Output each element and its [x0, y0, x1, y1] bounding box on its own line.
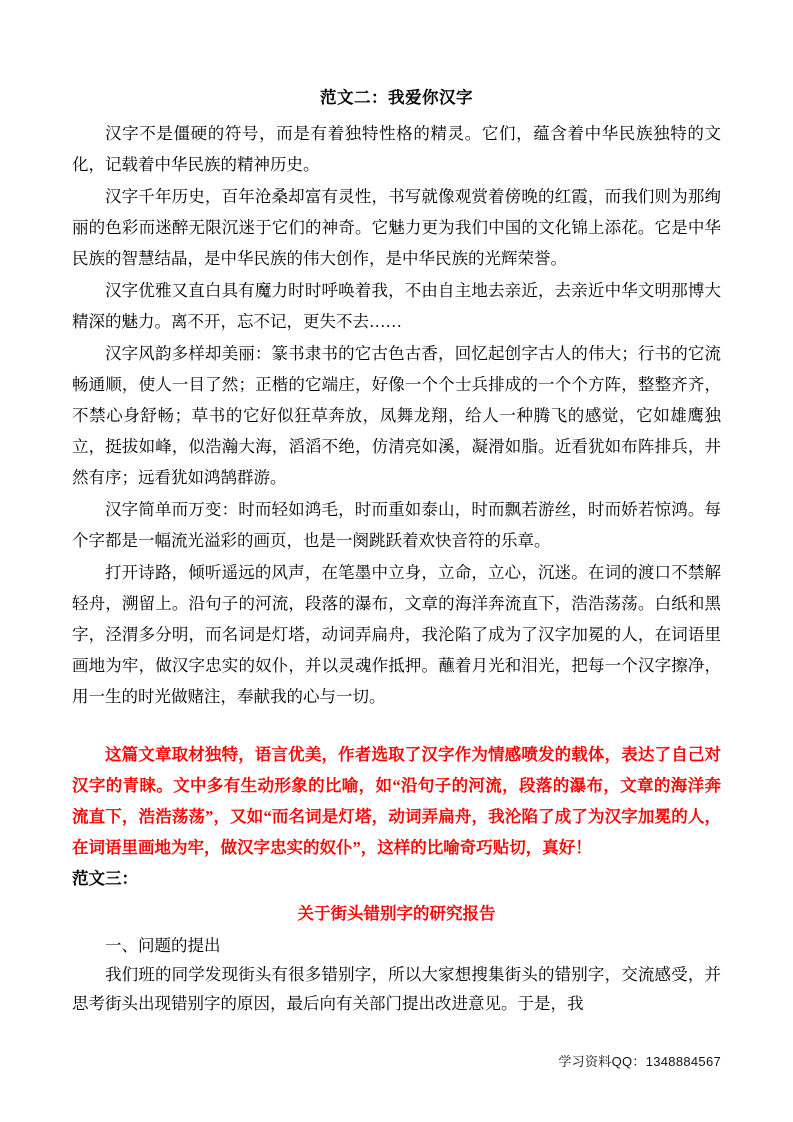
- report-paragraph: 我们班的同学发现街头有很多错别字，所以大家想搜集街头的错别字，交流感受，并思考街头出现错别字的原因，最后向有关部门提出改进意见。于是，我: [72, 965, 721, 1013]
- teacher-comment: 这篇文章取材独特，语言优美，作者选取了汉字作为情感喷发的载体，表达了自己对汉字的青睐。文中多有生动形象的比喻，如“沿句子的河流，段落的瀑布，文章的海洋奔流直下，浩浩荡荡”，又如“而名词是灯塔，动词弄扁舟，我沦陷了成了为汉字加冕的人，在词语里画地为牢，做汉字忠实的奴仆”，这样的比喻奇巧贴切，真好！: [72, 745, 721, 857]
- body-paragraph: 汉字千年历史，百年沧桑却富有灵性，书写就像观赏着傍晚的红霞，而我们则为那绚丽的色彩而迷醉无限沉迷于它们的神奇。它魅力更为我们中国的文化锦上添花。它是中华民族的智慧结晶，是中华民族的伟大创作，是中华民族的光辉荣誉。: [72, 187, 721, 268]
- body-paragraph: 汉字优雅又直白具有魔力时时呼唤着我，不由自主地去亲近，去亲近中华文明那博大精深的魅力。离不开，忘不记，更失不去……: [72, 281, 721, 331]
- body-paragraph: 汉字不是僵硬的符号，而是有着独特性格的精灵。它们，蕴含着中华民族独特的文化，记载着中华民族的精神历史。: [72, 124, 721, 174]
- body-paragraph: 汉字风韵多样却美丽：篆书隶书的它古色古香，回忆起创字古人的伟大；行书的它流畅通顺，使人一目了然；正楷的它端庄，好像一个个士兵排成的一个个方阵，整整齐齐，不禁心身舒畅；草书的它好似狂草奔放，凤舞龙翔，给人一种腾飞的感觉，它如雄鹰独立，挺拔如峰，似浩瀚大海，滔滔不绝，仿清亮如溪，凝滑如脂。近看犹如布阵排兵，井然有序；远看犹如鸿鹄群游。: [72, 344, 721, 487]
- footer-watermark: 学习资料QQ：1348884567: [558, 1054, 721, 1069]
- paragraph-spacer: [72, 713, 721, 739]
- section-label: 范文三：: [72, 869, 138, 888]
- report-title: 关于街头错别字的研究报告: [297, 904, 496, 923]
- body-paragraph: 汉字简单而万变：时而轻如鸿毛，时而重如泰山，时而飘若游丝，时而娇若惊鸿。每个字都是一幅流光溢彩的画页，也是一阕跳跃着欢快音符的乐章。: [72, 500, 721, 550]
- page-title: 范文二：我爱你汉字: [320, 88, 473, 107]
- body-paragraph: 打开诗路，倾听遥远的风声，在笔墨中立身，立命，立心，沉迷。在词的渡口不禁解轻舟，溯留上。沿句子的河流，段落的瀑布，文章的海洋奔流直下，浩浩荡荡。白纸和黑字，泾渭多分明，而名词是灯塔，动词弄扁舟，我沦陷了成为了汉字加冕的人，在词语里画地为牢，做汉字忠实的奴仆，并以灵魂作抵押。蘸着月光和泪光，把每一个汉字擦净，用一生的时光做赌注，奉献我的心与一切。: [72, 563, 721, 706]
- report-heading: 一、问题的提出: [105, 936, 221, 955]
